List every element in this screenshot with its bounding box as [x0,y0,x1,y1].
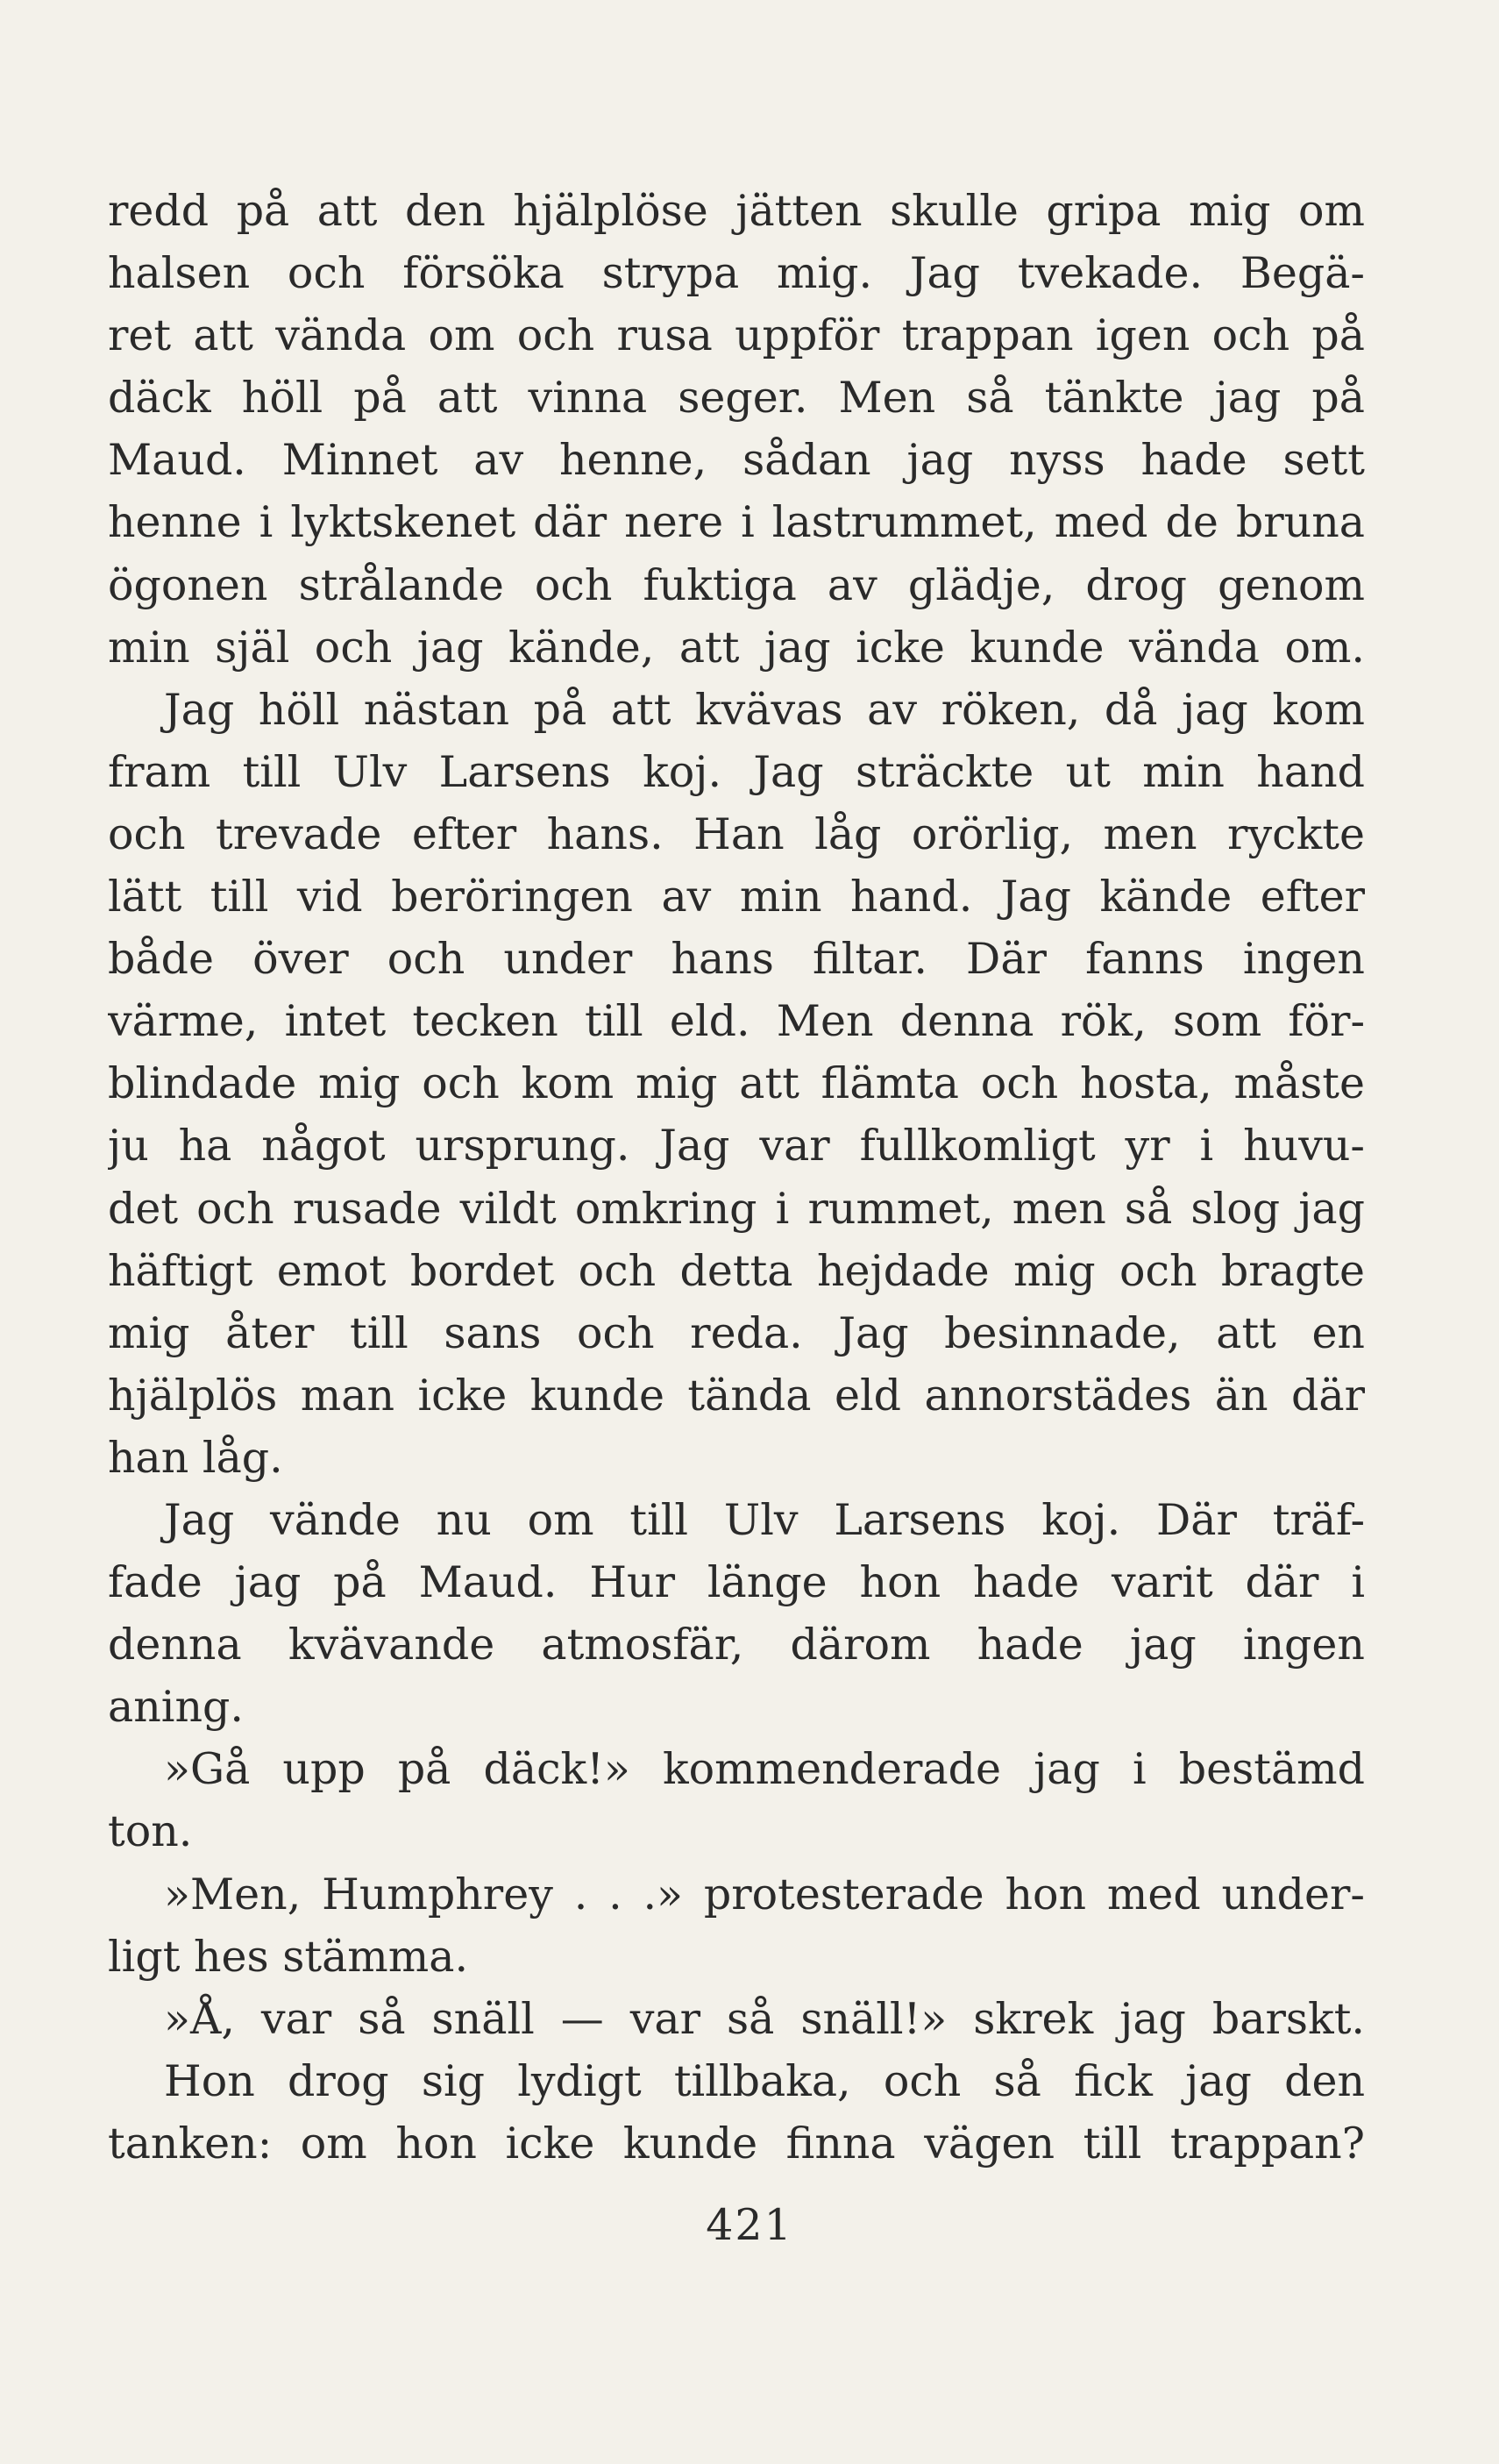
text-line: ju ha något ursprung. Jag var fullkomligt yr i huvu- [108,1121,1365,1171]
body-text [108,180,1365,2175]
text-line: det och rusade vildt omkring i rummet, men så slog jag [108,1183,1365,1234]
text-line: tanken: om hon icke kunde finna vägen till trappan? [108,2118,1365,2168]
text-line: Hon drog sig lydigt tillbaka, och så fick jag den [164,2055,1365,2106]
text-line: aning. [108,1682,244,1733]
text-line: han låg. [108,1432,283,1483]
text-line: ögonen strålande och fuktiga av glädje, drog genom [108,559,1365,610]
page-number: 421 [706,2200,793,2250]
text-line: ret att vända om och rusa uppför trappan igen och på [108,310,1365,361]
text-line: hjälplös man icke kunde tända eld annorstädes än där [108,1370,1365,1421]
text-line: mig åter till sans och reda. Jag besinnade, att en [108,1307,1365,1358]
text-line: min själ och jag kände, att jag icke kunde vända om. [108,622,1365,673]
text-line: häftigt emot bordet och detta hejdade mig och bragte [108,1245,1365,1296]
text-line: lätt till vid beröringen av min hand. Jag kände efter [108,872,1365,922]
text-line: halsen och försöka strypa mig. Jag tvekade. Begä- [108,248,1365,299]
text-line: »Men, Humphrey . . .» protesterade hon med under- [164,1869,1365,1919]
text-line: redd på att den hjälplöse jätten skulle gripa mig om [108,186,1365,236]
text-line: Jag vände nu om till Ulv Larsens koj. Där träf- [164,1494,1365,1545]
text-line: »Å, var så snäll — var så snäll!» skrek jag barskt. [164,1993,1365,2044]
text-line: och trevade efter hans. Han låg orörlig, men ryckte [108,808,1365,859]
text-line: denna kvävande atmosfär, därom hade jag ingen [108,1620,1365,1670]
text-line: däck höll på att vinna seger. Men så tänkte jag på [108,373,1365,424]
text-line: fram till Ulv Larsens koj. Jag sträckte ut min hand [108,746,1365,797]
text-line: fade jag på Maud. Hur länge hon hade varit där i [108,1557,1365,1608]
text-line: Maud. Minnet av henne, sådan jag nyss hade sett [108,435,1365,486]
text-line: Jag höll nästan på att kvävas av röken, då jag kom [164,684,1365,735]
text-line: »Gå upp på däck!» kommenderade jag i bestämd [164,1744,1365,1795]
text-line: både över och under hans filtar. Där fanns ingen [108,934,1365,985]
text-line: värme, intet tecken till eld. Men denna rök, som för- [108,996,1365,1047]
text-line: ligt hes stämma. [108,1931,469,1982]
text-line: ton. [108,1806,193,1857]
text-line: blindade mig och kom mig att flämta och hosta, måste [108,1058,1365,1109]
text-line: henne i lyktskenet där nere i lastrummet, med de bruna [108,497,1365,548]
